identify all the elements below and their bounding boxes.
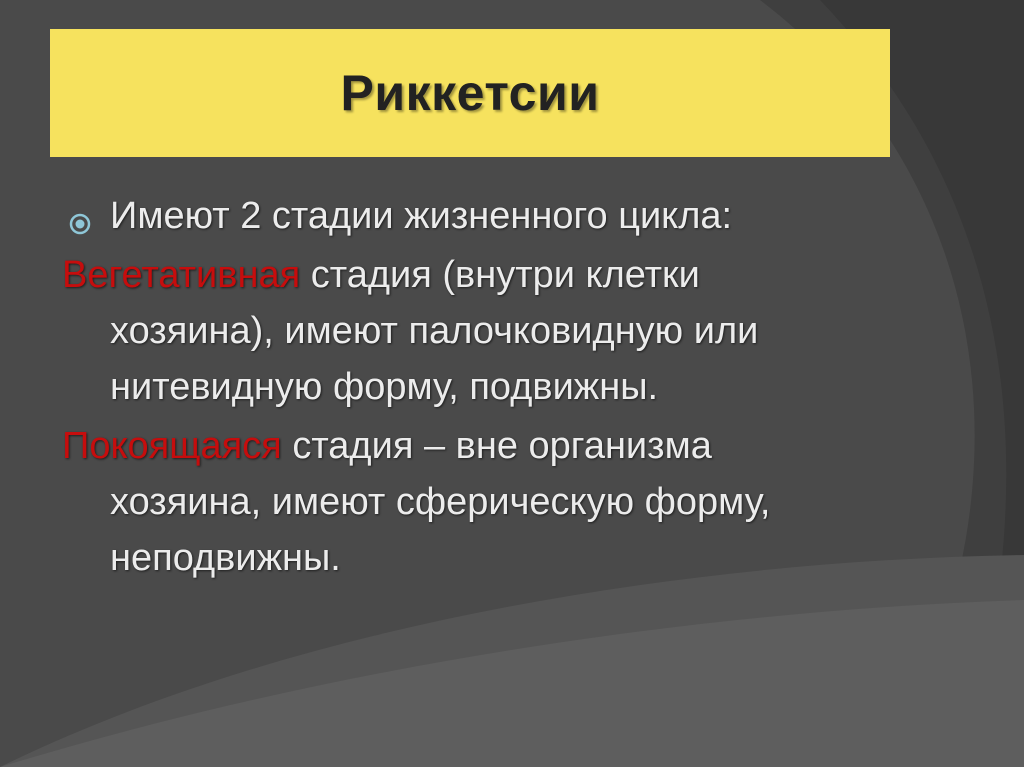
stage-resting-highlight: Покоящаяся — [62, 425, 282, 467]
stage-vegetative-line-2: хозяина), имеют палочковидную или — [110, 310, 759, 352]
stage-resting-line-2: хозяина, имеют сферическую форму, — [110, 481, 771, 523]
slide-title: Риккетсии — [340, 65, 600, 121]
bullet-text: Имеют 2 стадии жизненного цикла: — [110, 195, 733, 237]
slide-content — [62, 188, 942, 589]
stage-vegetative-line-3: нитевидную форму, подвижны. — [110, 366, 659, 408]
stage-vegetative-highlight: Вегетативная — [62, 254, 301, 296]
stage-resting-paragraph — [62, 418, 942, 586]
stage-vegetative-line-1-text: стадия (внутри клетки — [300, 254, 700, 296]
circle-bullet-icon — [64, 200, 96, 232]
stage-resting-line-3: неподвижны. — [110, 537, 341, 579]
bullet-item — [62, 188, 942, 244]
stage-vegetative-paragraph — [62, 247, 942, 415]
stage-resting-line-1 — [62, 418, 942, 474]
title-banner — [50, 29, 890, 157]
stage-resting-line-1-text: стадия – вне организма — [281, 425, 712, 467]
stage-vegetative-line-1 — [62, 247, 942, 303]
